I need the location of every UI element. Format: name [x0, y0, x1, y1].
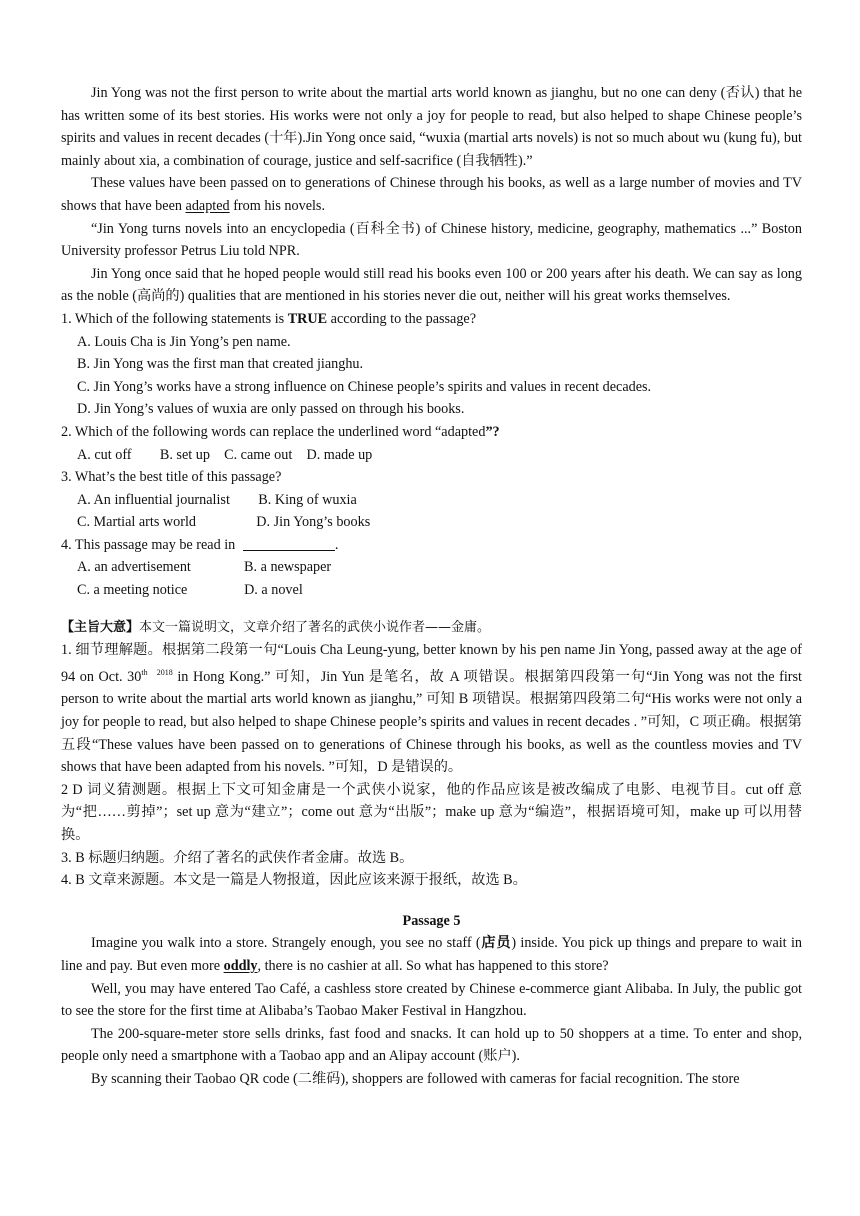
analysis-answer-3: 3. B 标题归纳题。介绍了著名的武侠作者金庸。故选 B。 — [61, 849, 414, 866]
passage5-paragraph-3: The 200-square-meter store sells drinks, fast food and snacks. It can hold up to 50 shoppers at a time. To enter and shop, people only need a smartphone with a Taobao app and an Alipay account (账户). — [61, 1025, 802, 1065]
answer-blank — [243, 536, 335, 551]
bold-text: TRUE — [287, 310, 328, 327]
passage4-paragraph-3: “Jin Yong turns novels into an encyclopedia (百科全书) of Chinese history, medicine, geography, mathematics ...” Boston University professor Petrus Liu told NPR. — [61, 220, 802, 260]
summary-text: 本文一篇说明文，文章介绍了著名的武侠小说作者——金庸。 — [139, 619, 491, 635]
underlined-word-adapted: adapted — [185, 197, 230, 214]
text-span: 1. 细节理解题。根据第二段第一句“Louis Cha Leung-yung, better known by his pen name Jin Yong, passed away at the age of 94 on Oct. 30 — [61, 642, 802, 685]
text-span: according to the passage? — [327, 310, 477, 327]
spacer — [61, 602, 802, 616]
passage5-paragraph-1 — [61, 932, 802, 977]
question-4-options-row-2: C. a meeting notice D. a novel — [77, 582, 303, 599]
passage4-paragraph-1: Jin Yong was not the first person to write about the martial arts world known as jianghu, but no one can deny (否认) that he has written some of its best stories. His works were not only a joy for people to read, but also helped to shape Chinese people’s spirits and values in recent decades (十年).Jin Yong once said, “wuxia (martial arts novels) is not so much about wu (kung fu), but mainly about xia, a combination of courage, justice and self-sacrifice (自我牺牲).” — [61, 85, 802, 169]
superscript: 2018 — [156, 667, 173, 677]
question-1-option-a: A. Louis Cha is Jin Yong’s pen name. — [77, 333, 291, 350]
document-page — [61, 82, 802, 1091]
text-span: in Hong Kong.” 可知，Jin Yun 是笔名，故 A 项错误。根据第四段第一句“Jin Yong was not the first person to write about the martial arts world known as jianghu,” 可知 B 项错误。根据第四段第二句“His works were not only a joy for people to read, but also helped to shape Chinese people’s spirits and values in recent decades . ”可知，C 项正确。根据第五段“These values have been passed on to generations of Chinese through his books, as well as the countless movies and TV shows that have been adapted from his novels. ”可知，D 是错误的。 — [61, 668, 802, 776]
passage5-title: Passage 5 — [402, 912, 461, 929]
bold-text: 店员 — [480, 935, 512, 952]
passage5-paragraph-2: Well, you may have entered Tao Café, a cashless store created by Chinese e-commerce giant Alibaba. In July, the public got to see the store for the first time at Alibaba’s Taobao Maker Festival in Hangzhou. — [61, 980, 802, 1020]
analysis-heading: 【主旨大意】 — [61, 619, 140, 635]
text-span: 2. Which of the following words can replace the underlined word “adapted — [61, 423, 486, 440]
question-1-stem — [61, 308, 802, 331]
question-1-option-b: B. Jin Yong was the first man that created jianghu. — [77, 356, 364, 373]
question-2-stem — [61, 421, 802, 444]
question-1-option-d: D. Jin Yong’s values of wuxia are only passed on through his books. — [77, 401, 465, 418]
question-3-options-row-1: A. An influential journalist B. King of wuxia — [77, 491, 357, 508]
superscript: th — [141, 667, 148, 677]
analysis-answer-4: 4. B 文章来源题。本文是一篇是人物报道，因此应该来源于报纸，故选 B。 — [61, 872, 527, 889]
analysis-answer-2: 2 D 词义猜测题。根据上下文可知金庸是一个武侠小说家，他的作品应该是被改编成了电影、电视节目。cut off 意为“把……剪掉”；set up 意为“建立”；come out 意为“出版”；make up 意为“编造”，根据语境可知，make up 可以用替换。 — [61, 781, 802, 843]
text-span: These values have been passed on to generations of Chinese through his books, as well as a large number of movies and TV shows that have been — [61, 175, 802, 214]
passage5-paragraph-4: By scanning their Taobao QR code (二维码), shoppers are followed with cameras for facial recognition. The store — [91, 1070, 740, 1087]
spacer — [61, 892, 802, 910]
question-1-option-c: C. Jin Yong’s works have a strong influence on Chinese people’s spirits and values in recent decades. — [77, 378, 652, 395]
question-4-stem — [61, 534, 802, 557]
text-span: from his novels. — [229, 197, 326, 214]
text-span: Imagine you walk into a store. Strangely enough, you see no staff ( — [91, 935, 481, 952]
underlined-word-oddly: oddly — [223, 957, 258, 974]
text-span: 1. Which of the following statements is — [61, 310, 288, 327]
analysis-summary — [61, 616, 802, 640]
question-3-stem: 3. What’s the best title of this passage? — [61, 469, 282, 486]
question-3-options-row-2: C. Martial arts world D. Jin Yong’s books — [77, 514, 371, 531]
analysis-answer-1 — [61, 639, 802, 779]
bold-text: ”? — [485, 423, 500, 440]
text-span: . — [334, 536, 339, 553]
text-span: , there is no cashier at all. So what has happened to this store? — [257, 957, 609, 974]
text-span: 4. This passage may be read in — [61, 536, 239, 553]
passage4-paragraph-4: Jin Yong once said that he hoped people would still read his books even 100 or 200 years after his death. We can say as long as the noble (高尚的) qualities that are mentioned in his stories never die out, neither will his great works themselves. — [61, 265, 802, 305]
question-4-options-row-1: A. an advertisement B. a newspaper — [77, 559, 332, 576]
question-2-options: A. cut off B. set up C. came out D. made up — [77, 446, 373, 463]
passage4-paragraph-2 — [61, 172, 802, 217]
text-span: ) inside. You pick up things and prepare to wait in line and pay. But even more — [61, 935, 802, 974]
